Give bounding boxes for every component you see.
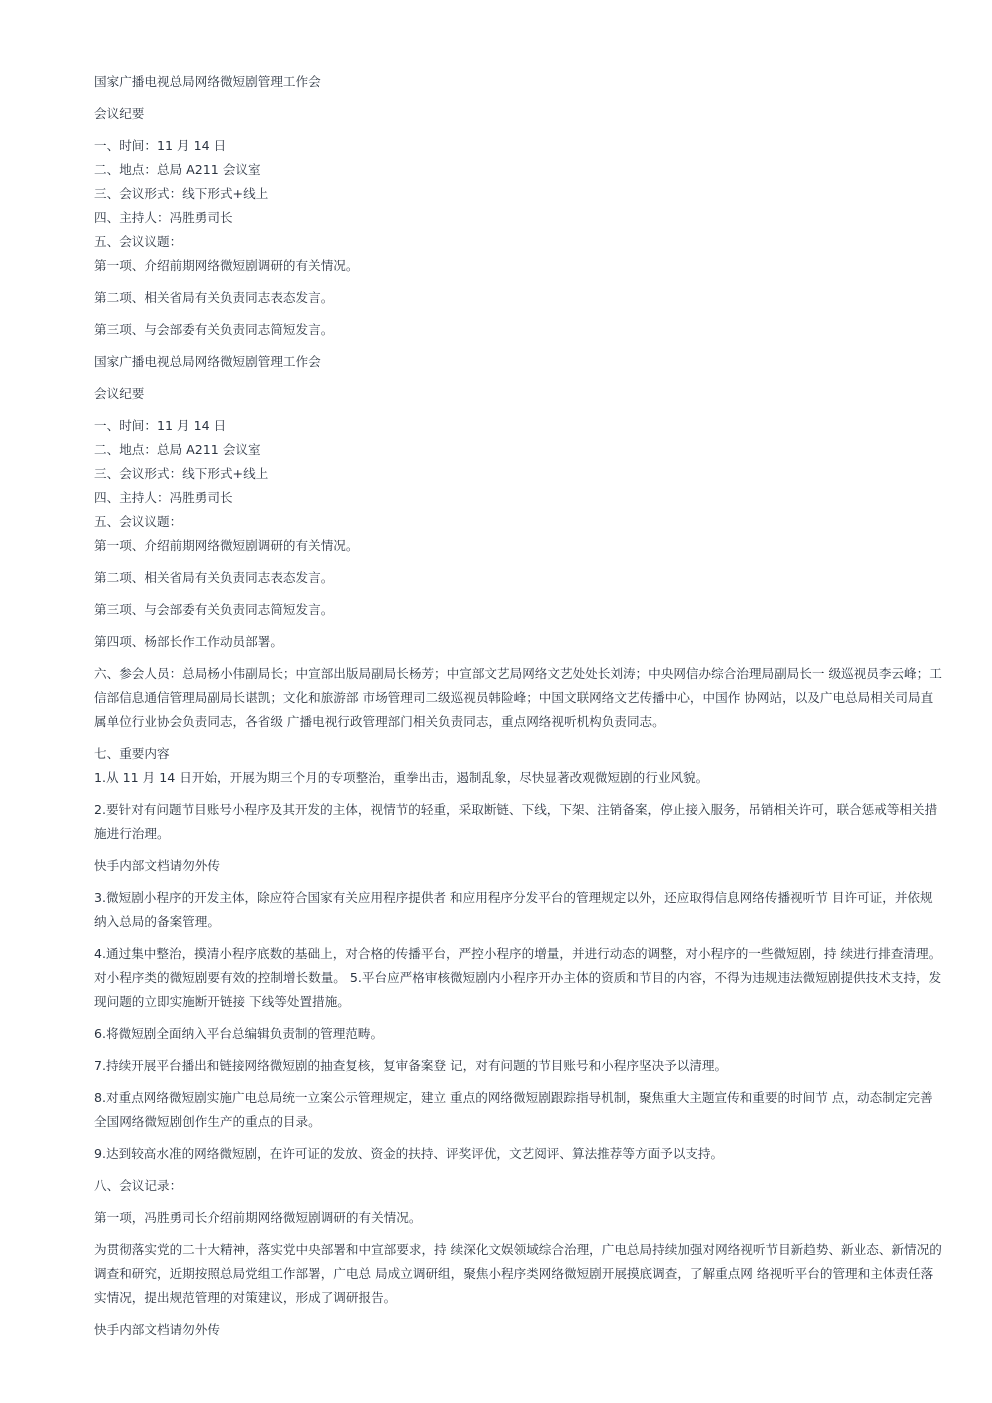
content-item: 6.将微短剧全面纳入平台总编辑负责制的管理范畴。	[94, 1026, 384, 1041]
content-item: 7.持续开展平台播出和链接网络微短剧的抽查复核，复审备案登 记，对有问题的节目账号和小程序坚决予以清理。	[94, 1058, 728, 1073]
section-heading: 七、重要内容	[94, 746, 170, 761]
section-heading: 八、会议记录：	[94, 1178, 183, 1193]
content-item: 3.微短剧小程序的开发主体，除应符合国家有关应用程序提供者 和应用程序分发平台的管理规定以外，还应取得信息网络传播视听节 目许可证，并依规纳入总局的备案管理。	[94, 890, 933, 929]
content-item: 8.对重点网络微短剧实施广电总局统一立案公示管理规定，建立 重点的网络微短剧跟踪指导机制，聚焦重大主题宣传和重要的时间节 点，动态制定完善全国网络微短剧创作生产的重点的目录。	[94, 1090, 933, 1129]
agenda-item: 第二项、相关省局有关负责同志表态发言。	[94, 570, 334, 585]
content-item: 4.通过集中整治，摸清小程序底数的基础上，对合格的传播平台，严控小程序的增量，并进行动态的调整，对小程序的一些微短剧，持 续进行排查清理。对小程序类的微短剧要有效的控制增长数量。 5.平台应严格审核微短剧内小程序开办主体的资质和节目的内容，不得为违规违法微短剧提供技术支持，发现问题的立即实施断开链接 下线等处置措施。	[94, 946, 942, 1009]
info-line: 三、会议形式：线下形式+线上	[94, 186, 269, 201]
watermark-notice: 快手内部文档请勿外传	[94, 858, 220, 873]
doc-title: 国家广播电视总局网络微短剧管理工作会	[94, 74, 321, 89]
record-item: 第一项，冯胜勇司长介绍前期网络微短剧调研的有关情况。	[94, 1210, 422, 1225]
agenda-item: 第四项、杨部长作工作动员部署。	[94, 634, 283, 649]
agenda-item: 第三项、与会部委有关负责同志简短发言。	[94, 602, 334, 617]
doc-subtitle-repeat: 会议纪要	[94, 386, 145, 401]
record-paragraph: 为贯彻落实党的二十大精神，落实党中央部署和中宣部要求，持 续深化文娱领域综合治理，广电总局持续加强对网络视听节目新趋势、新业态、新情况的调查和研究，近期按照总局党组工作部署，广电总 局成立调研组，聚焦小程序类网络微短剧开展摸底调查，了解重点网 络视听平台的管理和主体责任落实情况，提出规范管理的对策建议，形成了调研报告。	[94, 1242, 942, 1305]
info-line: 一、时间：11 月 14 日	[94, 138, 227, 153]
meeting-info-block-1	[94, 134, 944, 278]
info-line: 第一项、介绍前期网络微短剧调研的有关情况。	[94, 258, 359, 273]
meeting-info-block-2	[94, 414, 944, 558]
agenda-item: 第三项、与会部委有关负责同志简短发言。	[94, 322, 334, 337]
info-line: 一、时间：11 月 14 日	[94, 418, 227, 433]
info-line: 二、地点：总局 A211 会议室	[94, 442, 261, 457]
info-line: 三、会议形式：线下形式+线上	[94, 466, 269, 481]
document-page	[94, 70, 944, 1342]
watermark-notice: 快手内部文档请勿外传	[94, 1322, 220, 1337]
attendees-paragraph: 六、参会人员：总局杨小伟副局长；中宣部出版局副局长杨芳；中宣部文艺局网络文艺处处长刘涛；中央网信办综合治理局副局长一 级巡视员李云峰；工信部信息通信管理局副局长谌凯；文化和旅游部 市场管理司二级巡视员韩险峰；中国文联网络文艺传播中心，中国作 协网站，以及广电总局相关司局直属单位行业协会负责同志，各省级 广播电视行政管理部门相关负责同志，重点网络视听机构负责同志。	[94, 666, 942, 729]
content-item: 2.要针对有问题节目账号小程序及其开发的主体，视情节的轻重，采取断链、下线，下架、注销备案，停止接入服务，吊销相关许可，联合惩戒等相关措施进行治理。	[94, 802, 938, 841]
agenda-item: 第二项、相关省局有关负责同志表态发言。	[94, 290, 334, 305]
key-content-header-block	[94, 742, 944, 790]
info-line: 四、主持人：冯胜勇司长	[94, 210, 233, 225]
info-line: 四、主持人：冯胜勇司长	[94, 490, 233, 505]
doc-subtitle: 会议纪要	[94, 106, 145, 121]
info-line: 二、地点：总局 A211 会议室	[94, 162, 261, 177]
content-item: 1.从 11 月 14 日开始，开展为期三个月的专项整治，重拳出击，遏制乱象，尽快显著改观微短剧的行业风貌。	[94, 770, 709, 785]
content-item: 9.达到较高水准的网络微短剧，在许可证的发放、资金的扶持、评奖评优，文艺阅评、算法推荐等方面予以支持。	[94, 1146, 724, 1161]
info-line: 五、会议议题：	[94, 514, 183, 529]
info-line: 第一项、介绍前期网络微短剧调研的有关情况。	[94, 538, 359, 553]
info-line: 五、会议议题：	[94, 234, 183, 249]
doc-title-repeat: 国家广播电视总局网络微短剧管理工作会	[94, 354, 321, 369]
